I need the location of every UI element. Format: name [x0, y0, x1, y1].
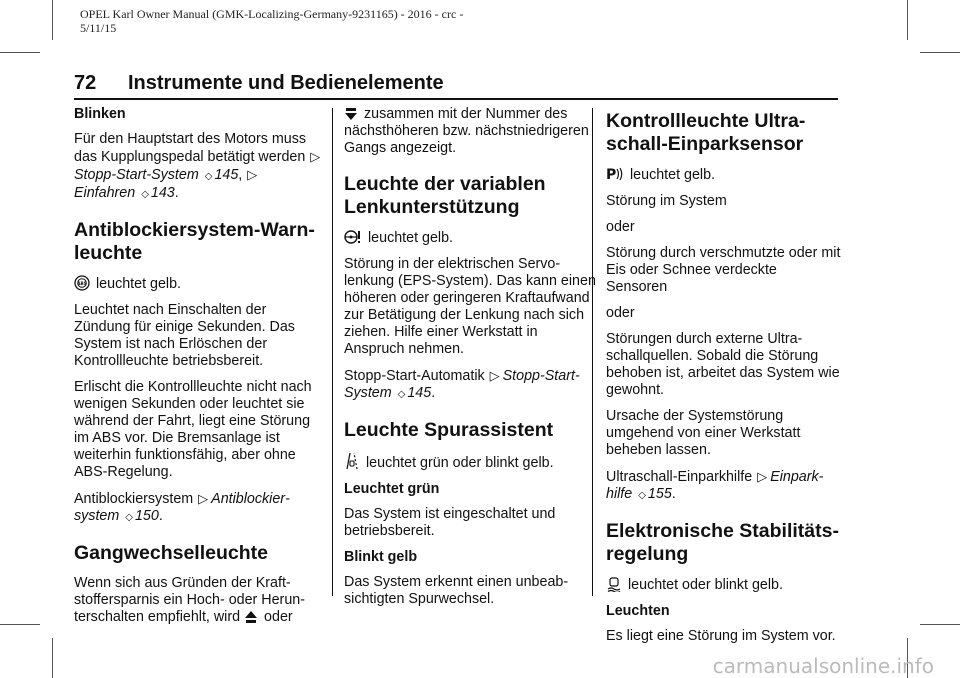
gear-text: Wenn sich aus Gründen der Kraftstoffersparnis ein Hoch- oder Herunterschalten empfiehlt, wird [74, 575, 305, 625]
gear-cont-text: zusammen mit der Nummer des nächsthöheren bzw. nächstniedrigeren Gangs angezeigt. [344, 106, 589, 156]
abs-reference [74, 490, 326, 526]
ssa-reference [344, 367, 596, 403]
header-rule [74, 98, 838, 100]
crop-mark [52, 638, 53, 678]
crop-mark [920, 624, 960, 625]
lane-yellow-text: Das System erkennt einen unbeabsichtigten Spurwechsel. [344, 574, 569, 607]
section-title: Instrumente und Bedienelemente [128, 72, 444, 94]
ref-arrow-icon: ▷ [198, 491, 209, 506]
crop-mark [0, 52, 40, 53]
abs-icon-text: leuchtet gelb. [95, 276, 182, 292]
column-3 [606, 106, 842, 654]
ref-arrow-icon: ▷ [489, 368, 500, 383]
us-ref-lead: Ultraschall-Einparkhilfe [606, 469, 753, 485]
heading-eps: Leuchte der variablen Lenkunterstützung [344, 173, 546, 218]
esc-icon-text: leuchtet oder blinkt gelb. [627, 577, 783, 593]
steering-warning-icon [344, 229, 362, 245]
heading-spurassistent: Leuchte Spurassistent [344, 419, 554, 441]
us-paragraph-4: Ursache der Systemstörung umgehend von einer Werkstatt beheben lassen. [606, 408, 801, 458]
ref-separator: , [238, 167, 243, 183]
us-paragraph-3: Störungen durch externe Ultraschallquellen. Sobald die Störung behoben ist, arbeitet das System wie gewohnt. [606, 331, 840, 398]
ref-page-155[interactable]: 155 [647, 486, 672, 502]
watermark: carmanualsonline.info [712, 654, 934, 678]
eps-paragraph: Störung in der elektrischen Servolenkung (EPS-System). Das kann einen höheren oder geringeren Kraftaufwand zur Betätigung der Lenkung nach sich ziehen. Hilfe einer Werkstatt in Anspruch nehmen. [344, 256, 596, 357]
heading-ultraschall: Kontrollleuchte Ultraschall-Einparksensor [606, 110, 806, 155]
stability-control-icon [606, 576, 622, 592]
document-meta [80, 7, 463, 35]
heading-gangwechsel: Gangwechselleuchte [74, 542, 268, 564]
gear-continued [344, 106, 596, 157]
page-ref-icon: ◇ [204, 171, 213, 182]
ref-arrow-icon: ▷ [310, 149, 321, 164]
lane-icon-line [344, 452, 596, 472]
ref-end: . [158, 508, 163, 524]
ref-end: . [431, 385, 436, 401]
abs-icon-line [74, 275, 326, 293]
ref-page-145[interactable]: 145 [407, 385, 432, 401]
esc-icon-line [606, 576, 842, 594]
ref-link-einfahren[interactable]: Einfahren [74, 185, 136, 201]
ref-link-antiblockiersystem[interactable]: Antiblockiersystem [74, 491, 290, 524]
meta-line-1: OPEL Karl Owner Manual (GMK-Localizing-Germany-9231165) - 2016 - crc - [80, 7, 464, 21]
start-paragraph [74, 131, 326, 203]
ref-page-143[interactable]: 143 [150, 185, 175, 201]
abs-warning-icon [74, 275, 90, 291]
subheading-leuchtet-gruen: Leuchtet grün [344, 481, 440, 497]
shift-up-icon [244, 610, 258, 624]
ref-arrow-icon: ▷ [247, 167, 258, 182]
ref-link-stopp-start-system[interactable]: Stopp-Start-System [344, 368, 580, 401]
ref-end: . [174, 185, 179, 201]
heading-esc: Elektronische Stabilitätsregelung [606, 520, 839, 565]
crop-mark [52, 0, 53, 40]
page-ref-icon: ◇ [141, 189, 149, 200]
page-ref-icon: ◇ [125, 512, 133, 523]
subheading-leuchten: Leuchten [606, 603, 670, 619]
ref-page-145[interactable]: 145 [214, 167, 239, 183]
column-2 [344, 106, 596, 617]
us-paragraph-1: Störung im System [606, 193, 727, 209]
us-or-2: oder [606, 305, 635, 321]
heading-abs: Antiblockiersystem-Warnleuchte [74, 219, 315, 264]
shift-down-icon [344, 107, 358, 121]
column-divider [332, 108, 333, 596]
gear-paragraph [74, 575, 326, 626]
svg-text:ABS: ABS [77, 280, 87, 286]
page-header [74, 72, 838, 100]
lane-assist-icon [344, 452, 360, 470]
page-ref-icon: ◇ [397, 389, 406, 400]
us-icon-text: leuchtet gelb. [629, 167, 716, 183]
ref-end: . [671, 486, 676, 502]
meta-line-2: 5/11/15 [80, 21, 117, 35]
ref-arrow-icon: ▷ [757, 469, 768, 484]
ssa-lead: Stopp-Start-Automatik [344, 368, 485, 384]
us-or-1: oder [606, 219, 635, 235]
us-reference [606, 468, 842, 504]
abs-ref-lead: Antiblockiersystem [74, 491, 194, 507]
column-1 [74, 106, 326, 635]
page-number: 72 [74, 72, 97, 94]
eps-icon-text: leuchtet gelb. [367, 230, 454, 246]
us-paragraph-2: Störung durch verschmutzte oder mit Eis oder Schnee verdeckte Sensoren [606, 245, 841, 295]
crop-mark [907, 0, 908, 40]
ref-link-einparkhilfe[interactable]: Einparkhilfe [606, 469, 824, 502]
parking-sensor-icon [606, 166, 624, 182]
us-icon-line [606, 166, 842, 184]
subheading-blinkt-gelb: Blinkt gelb [344, 549, 418, 565]
subheading-blinken: Blinken [74, 106, 126, 122]
abs-paragraph-2: Erlischt die Kontrollleuchte nicht nach wenigen Sekunden oder leuchtet sie während der Fahrt, liegt eine Störung im ABS vor. Die Bremsanlage ist weiterhin funktionsfähig, aber ohne ABS-Regelung. [74, 379, 312, 480]
lane-icon-text: leuchtet grün oder blinkt gelb. [365, 455, 554, 471]
lane-green-text: Das System ist eingeschaltet und betriebsbereit. [344, 506, 556, 539]
ref-page-150[interactable]: 150 [134, 508, 159, 524]
page-ref-icon: ◇ [638, 490, 646, 501]
abs-paragraph-1: Leuchtet nach Einschalten der Zündung für einige Sekunden. Das System ist nach Erlöschen der Kontrollleuchte betriebsbereit. [74, 302, 295, 369]
crop-mark [0, 624, 40, 625]
crop-mark [920, 52, 960, 53]
esc-text: Es liegt eine Störung im System vor. [606, 628, 836, 644]
start-text: Für den Hauptstart des Motors muss das Kupplungspedal betätigt werden [74, 131, 307, 165]
ref-link-stopp-start[interactable]: Stopp-Start-System [74, 167, 199, 183]
gear-text-end: oder [264, 609, 293, 625]
svg-text:P: P [606, 167, 617, 182]
eps-icon-line [344, 229, 596, 247]
